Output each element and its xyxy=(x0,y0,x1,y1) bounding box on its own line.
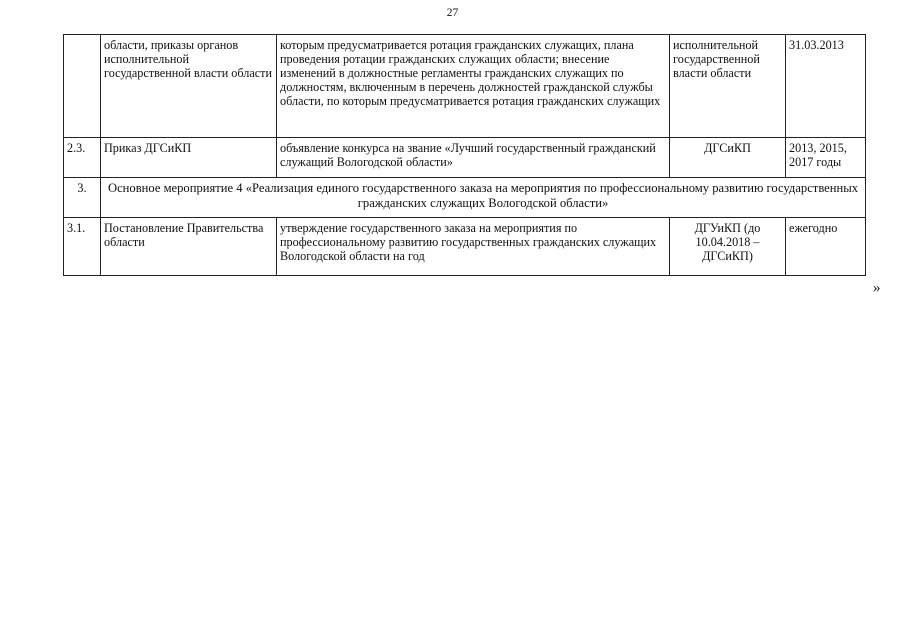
executor-cell: исполнительной государственной власти области xyxy=(670,35,786,138)
section-row xyxy=(64,178,866,218)
term-cell: ежегодно xyxy=(786,218,866,276)
row-number: 2.3. xyxy=(64,138,101,178)
executor-cell: ДГСиКП xyxy=(670,138,786,178)
table-row xyxy=(64,35,866,138)
term-cell: 2013, 2015, 2017 годы xyxy=(786,138,866,178)
program-table xyxy=(63,34,866,276)
table-row xyxy=(64,138,866,178)
executor-cell: ДГУиКП (до 10.04.2018 – ДГСиКП) xyxy=(670,218,786,276)
document-cell: Приказ ДГСиКП xyxy=(101,138,277,178)
section-number: 3. xyxy=(64,178,101,218)
term-cell: 31.03.2013 xyxy=(786,35,866,138)
document-cell: Постановление Правительства области xyxy=(101,218,277,276)
page-number: 27 xyxy=(446,7,459,19)
row-number: 3.1. xyxy=(64,218,101,276)
row-number xyxy=(64,35,101,138)
description-cell: которым предусматривается ротация гражданских служащих, плана проведения ротации гражданских служащих области; внесение изменений в должностные регламенты гражданских служащих по должностям, включенным в перечень должностей гражданской службы области, по которым предусматривается ротация гражданских служащих xyxy=(277,35,670,138)
closing-quote: » xyxy=(873,280,881,296)
document-cell: области, приказы органов исполнительной государственной власти области xyxy=(101,35,277,138)
description-cell: объявление конкурса на звание «Лучший государственный гражданский служащий Вологодской области» xyxy=(277,138,670,178)
table-row xyxy=(64,218,866,276)
section-title: Основное мероприятие 4 «Реализация единого государственного заказа на мероприятия по профессиональному развитию государственных гражданских служащих Вологодской области» xyxy=(101,178,866,218)
description-cell: утверждение государственного заказа на мероприятия по профессиональному развитию государственных гражданских служащих Вологодской области на год xyxy=(277,218,670,276)
